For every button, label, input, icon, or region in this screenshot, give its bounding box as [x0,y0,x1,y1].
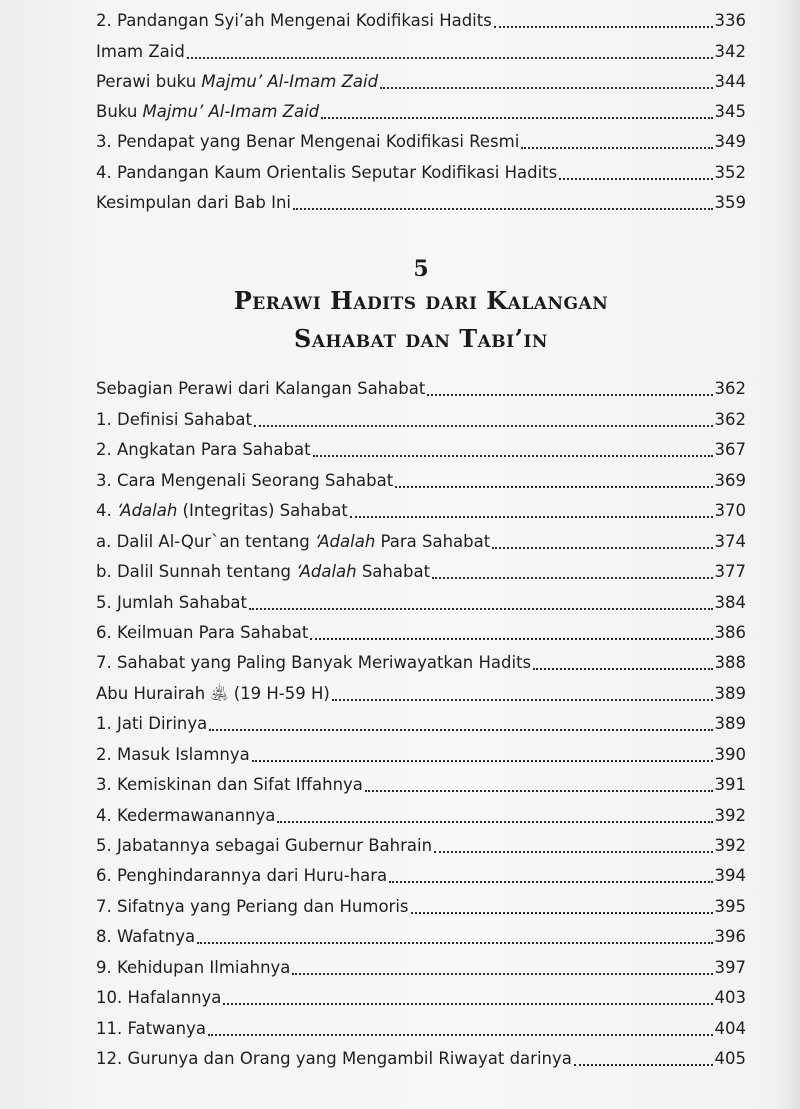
toc-row [96,585,746,615]
toc-row [96,829,746,859]
toc-label: b. Dalil Sunnah tentang ‘Adalah Sahabat [96,562,431,582]
toc-label: 12. Gurunya dan Orang yang Mengambil Riwayat darinya [96,1049,572,1069]
toc-page: 370 [714,501,746,521]
toc-label: 9. Kehidupan Ilmiahnya [96,957,291,977]
toc-row [96,402,746,432]
leader-dots [559,178,712,180]
leader-dots [389,881,712,883]
leader-dots [521,147,712,149]
toc-label: 5. Jumlah Sahabat [96,592,247,612]
toc-row [96,372,746,402]
toc-page: 345 [714,102,746,122]
toc-page: 397 [714,957,746,977]
toc-page: 389 [714,714,746,734]
leader-dots [208,1034,713,1036]
toc-label: Abu Hurairah ﵁ (19 H-59 H) [96,683,330,703]
leader-dots [293,208,713,210]
toc-row [96,920,746,950]
toc-page: 352 [714,162,746,182]
toc-page: 359 [714,193,746,213]
page-edge-shadow [774,0,800,1109]
leader-dots [292,973,712,975]
toc-page: 389 [714,683,746,703]
leader-dots [434,851,712,853]
toc-row [96,646,746,676]
leader-dots [432,577,712,579]
toc-row [96,155,746,185]
toc-page: 374 [714,531,746,551]
toc-label: 1. Definisi Sahabat [96,409,252,429]
toc-row [96,707,746,737]
leader-dots [350,516,713,518]
toc-label: 2. Pandangan Syi’ah Mengenai Kodifikasi Hadits [96,11,492,31]
toc-page: 336 [714,11,746,31]
toc-row [96,186,746,216]
toc-row [96,889,746,919]
toc-row [96,1042,746,1072]
toc-page: 384 [714,592,746,612]
leader-dots [321,117,712,119]
toc-chapter-list [96,372,746,1072]
toc-page: 369 [714,470,746,490]
chapter-title-line1: Perawi Hadits dari Kalangan [233,286,609,315]
toc-page: 367 [714,440,746,460]
toc-page: 390 [714,744,746,764]
toc-page: 395 [714,896,746,916]
toc-row [96,463,746,493]
toc-page: 388 [714,653,746,673]
leader-dots [395,486,712,488]
toc-label: 2. Masuk Islamnya [96,744,250,764]
toc-label: Sebagian Perawi dari Kalangan Sahabat [96,379,426,399]
toc-row [96,433,746,463]
toc-page: 396 [714,927,746,947]
toc-page: 392 [714,805,746,825]
toc-row [96,95,746,125]
leader-dots [313,455,713,457]
toc-page: 404 [714,1018,746,1038]
leader-dots [187,57,713,59]
toc-row [96,798,746,828]
toc-previous-chapter-list [96,4,746,216]
toc-label: 4. Kedermawanannya [96,805,276,825]
toc-page: 344 [714,71,746,91]
toc-label: Perawi buku Majmu’ Al-Imam Zaid [96,71,379,91]
toc-page: 362 [714,409,746,429]
toc-label: 4. ‘Adalah (Integritas) Sahabat [96,501,348,521]
leader-dots [332,699,713,701]
toc-label: Imam Zaid [96,41,185,61]
toc-row [96,981,746,1011]
leader-dots [310,638,712,640]
toc-label: 6. Penghindarannya dari Huru-hara [96,866,388,886]
toc-row [96,555,746,585]
leader-dots [365,790,713,792]
toc-page: 349 [714,132,746,152]
toc-row [96,125,746,155]
chapter-title-line2: Sahabat dan Tabi’in [294,324,548,353]
toc-row [96,676,746,706]
toc-page: 386 [714,622,746,642]
leader-dots [252,760,713,762]
toc-label: Kesimpulan dari Bab Ini [96,193,291,213]
leader-dots [249,608,713,610]
toc-label: a. Dalil Al-Qur`an tentang ‘Adalah Para Sahabat [96,531,491,551]
leader-dots [427,394,712,396]
toc-page: 394 [714,866,746,886]
toc-label: 6. Keilmuan Para Sahabat [96,622,309,642]
toc-label: 10. Hafalannya [96,988,222,1008]
toc-label: 3. Kemiskinan dan Sifat Iffahnya [96,775,363,795]
toc-row [96,65,746,95]
toc-row [96,524,746,554]
leader-dots [277,821,712,823]
toc-row [96,859,746,889]
toc-label: 8. Wafatnya [96,927,196,947]
leader-dots [533,668,712,670]
toc-page: 392 [714,836,746,855]
toc-row [96,34,746,64]
toc-label: 3. Pendapat yang Benar Mengenai Kodifikasi Resmi [96,132,520,152]
toc-label: 2. Angkatan Para Sahabat [96,440,311,460]
leader-dots [254,425,713,427]
toc-row [96,616,746,646]
leader-dots [197,942,712,944]
toc-row [96,737,746,767]
toc-label: 7. Sahabat yang Paling Banyak Meriwayatkan Hadits [96,653,532,673]
toc-row [96,768,746,798]
toc-row [96,1011,746,1041]
toc-page: 377 [714,562,746,582]
toc-page: 403 [714,988,746,1008]
toc-page: 342 [714,41,746,61]
toc-page: 391 [714,775,746,795]
leader-dots [209,729,712,731]
toc-page: 405 [714,1049,746,1069]
toc-label: 11. Fatwanya [96,1018,206,1038]
toc-label: 7. Sifatnya yang Periang dan Humoris [96,896,409,916]
leader-dots [494,26,713,28]
toc-label: 3. Cara Mengenali Seorang Sahabat [96,470,394,490]
toc-row [96,4,746,34]
toc-label: 1. Jati Dirinya [96,714,208,734]
toc-row [96,494,746,524]
toc-label: Buku Majmu’ Al-Imam Zaid [96,102,320,122]
toc-label: 5. Jabatannya sebagai Gubernur Bahrain [96,836,433,855]
chapter-number: 5 [413,256,429,282]
leader-dots [380,87,712,89]
leader-dots [223,1003,712,1005]
leader-dots [574,1064,713,1066]
toc-page: 362 [714,379,746,399]
leader-dots [492,547,712,549]
toc-label: 4. Pandangan Kaum Orientalis Seputar Kodifikasi Hadits [96,162,558,182]
leader-dots [411,912,713,914]
toc-row [96,950,746,980]
